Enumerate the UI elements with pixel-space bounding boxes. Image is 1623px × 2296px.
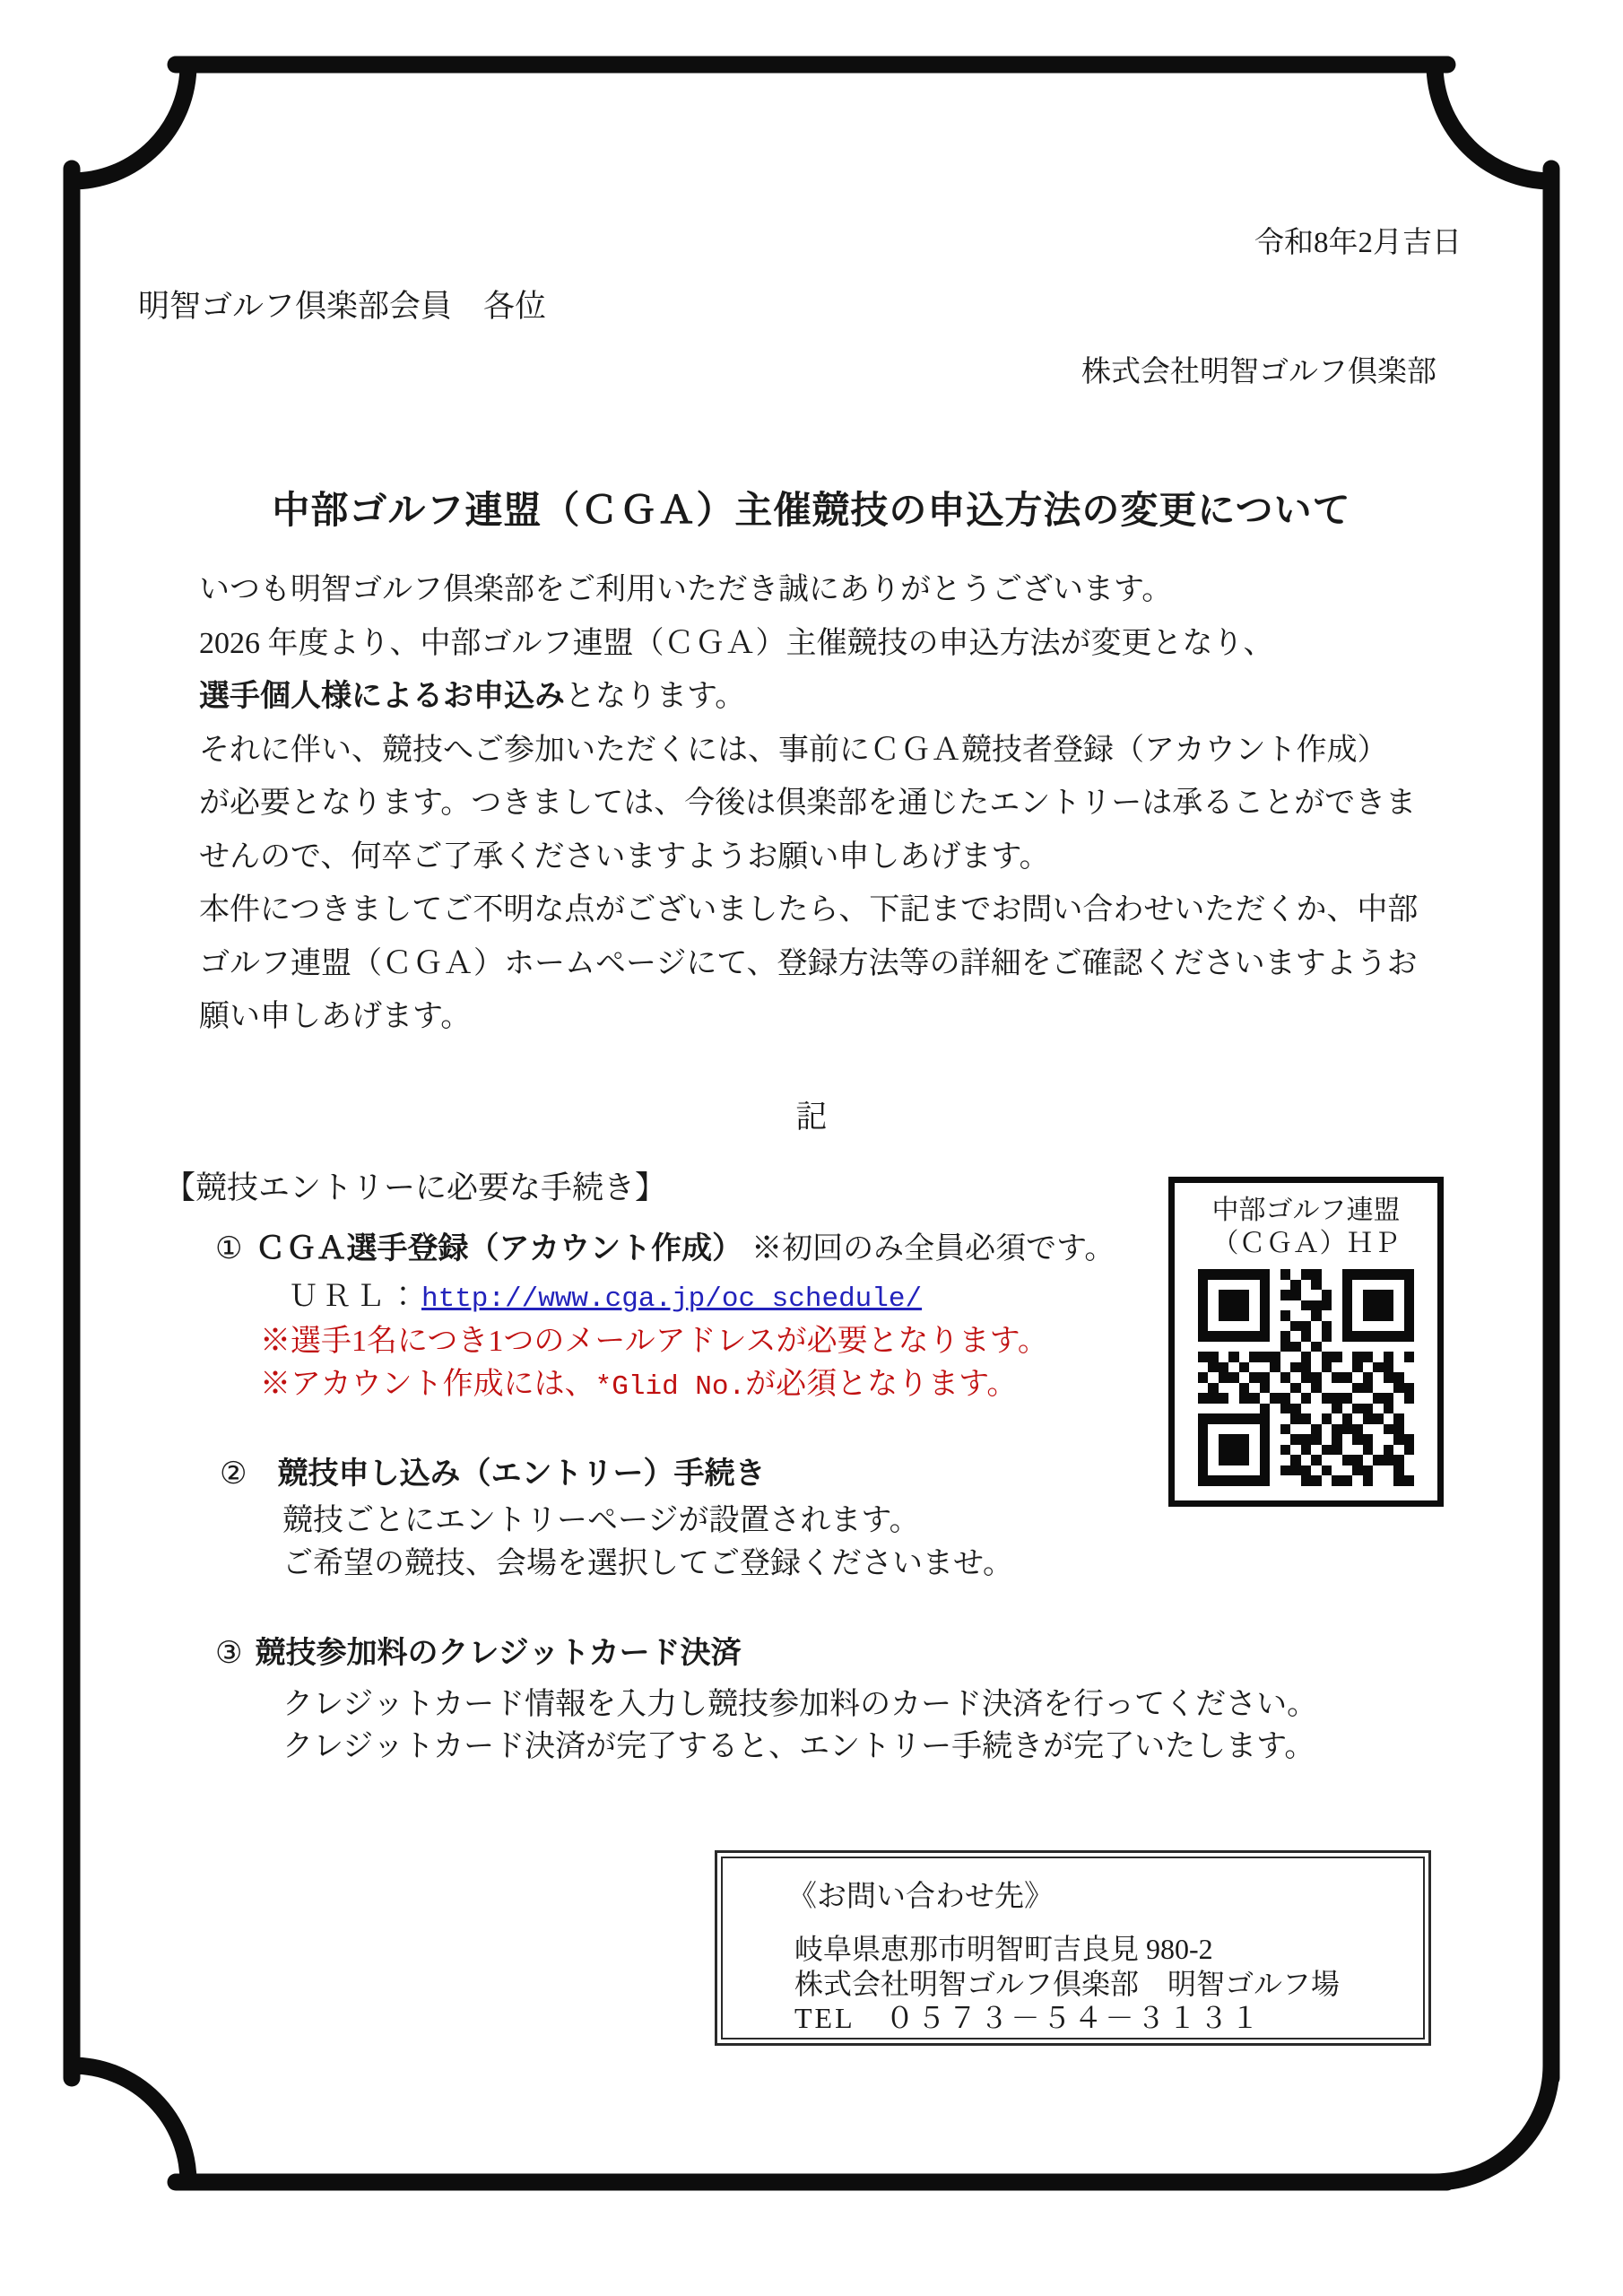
contact-address: 岐阜県恵那市明智町吉良見 980-2 (794, 1933, 1213, 1965)
body-line: 2026 年度より、中部ゴルフ連盟（ＣＧＡ）主催競技の申込方法が変更となり、 (199, 626, 1274, 660)
item-3-heading: ③ 競技参加料のクレジットカード決済 (215, 1637, 742, 1670)
sender-line: 株式会社明智ゴルフ倶楽部 (1081, 356, 1436, 388)
body-line: 本件につきましてご不明な点がございましたら、下記までお問い合わせいただくか、中部 (199, 893, 1419, 926)
body-line: いつも明智ゴルフ倶楽部をご利用いただき誠にありがとうございます。 (199, 573, 1173, 606)
contact-heading: 《お問い合わせ先》 (787, 1881, 1054, 1913)
body-line: せんので、何卒ご了承くださいますようお願い申しあげます。 (199, 839, 1050, 874)
item-3-line-1: クレジットカード情報を入力し競技参加料のカード決済を行ってください。 (282, 1688, 1318, 1721)
addressee-line: 明智ゴルフ倶楽部会員 各位 (138, 289, 547, 324)
document-title: 中部ゴルフ連盟（ＣＧＡ）主催競技の申込方法の変更について (272, 491, 1351, 532)
item-3-line-2: クレジットカード決済が完了すると、エントリー手続きが完了いたします。 (282, 1730, 1315, 1763)
contact-tel: TEL ０５７３－５４－３１３１ (794, 2002, 1263, 2034)
item-1-note-1: ※選手1名につき1つのメールアドレスが必要となります。 (260, 1325, 1048, 1358)
contact-box (715, 1850, 1431, 2046)
item-2-heading: ② 競技申し込み（エントリー）手続き (220, 1457, 766, 1491)
glid-no-code: *Glid No. (595, 1371, 746, 1403)
qr-box-label: 中部ゴルフ連盟 （ＣＧＡ）ＨＰ (1211, 1196, 1401, 1258)
body-line: 選手個人様によるお申込みとなります。 (199, 680, 746, 713)
qr-code (1198, 1269, 1415, 1486)
body-line: 願い申しあげます。 (199, 1000, 472, 1033)
item-2-line-2: ご希望の競技、会場を選択してご登録くださいませ。 (282, 1547, 1013, 1580)
contact-box-inner-border (721, 1857, 1425, 2039)
item-1-url-line (289, 1273, 922, 1315)
body-line: が必要となります。つきましては、今後は倶楽部を通じたエントリーは承ることができま (199, 787, 1417, 820)
bold-phrase: 選手個人様によるお申込み (199, 680, 565, 713)
document-date: 令和8年2月吉日 (1254, 227, 1462, 259)
item-1-note-2: ※アカウント作成には、*Glid No.が必須となります。 (260, 1368, 1018, 1403)
body-line: ゴルフ連盟（ＣＧＡ）ホームページにて、登録方法等の詳細をご確認くださいますようお (199, 946, 1418, 980)
item-2-line-1: 競技ごとにエントリーページが設置されます。 (282, 1504, 920, 1537)
cga-schedule-link[interactable]: http://www.cga.jp/oc_schedule/ (421, 1283, 923, 1315)
circled-number-1: ① (215, 1232, 243, 1265)
url-label: ＵＲＬ： (289, 1281, 421, 1313)
section-heading: 【競技エントリーに必要な手続き】 (164, 1170, 667, 1205)
body-line: それに伴い、競技へご参加いただくには、事前にＣＧＡ競技者登録（アカウント作成） (199, 733, 1388, 767)
circled-number-3: ③ (215, 1637, 243, 1670)
contact-company: 株式会社明智ゴルフ倶楽部 明智ゴルフ場 (794, 1968, 1341, 2000)
item-1-heading: ① ＣＧＡ選手登録（アカウント作成） ※初回のみ全員必須です。 (215, 1232, 1115, 1265)
qr-code-box (1168, 1177, 1444, 1507)
ki-marker: 記 (795, 1100, 828, 1135)
body-paragraphs (199, 563, 1418, 1044)
circled-number-2: ② (220, 1457, 247, 1491)
